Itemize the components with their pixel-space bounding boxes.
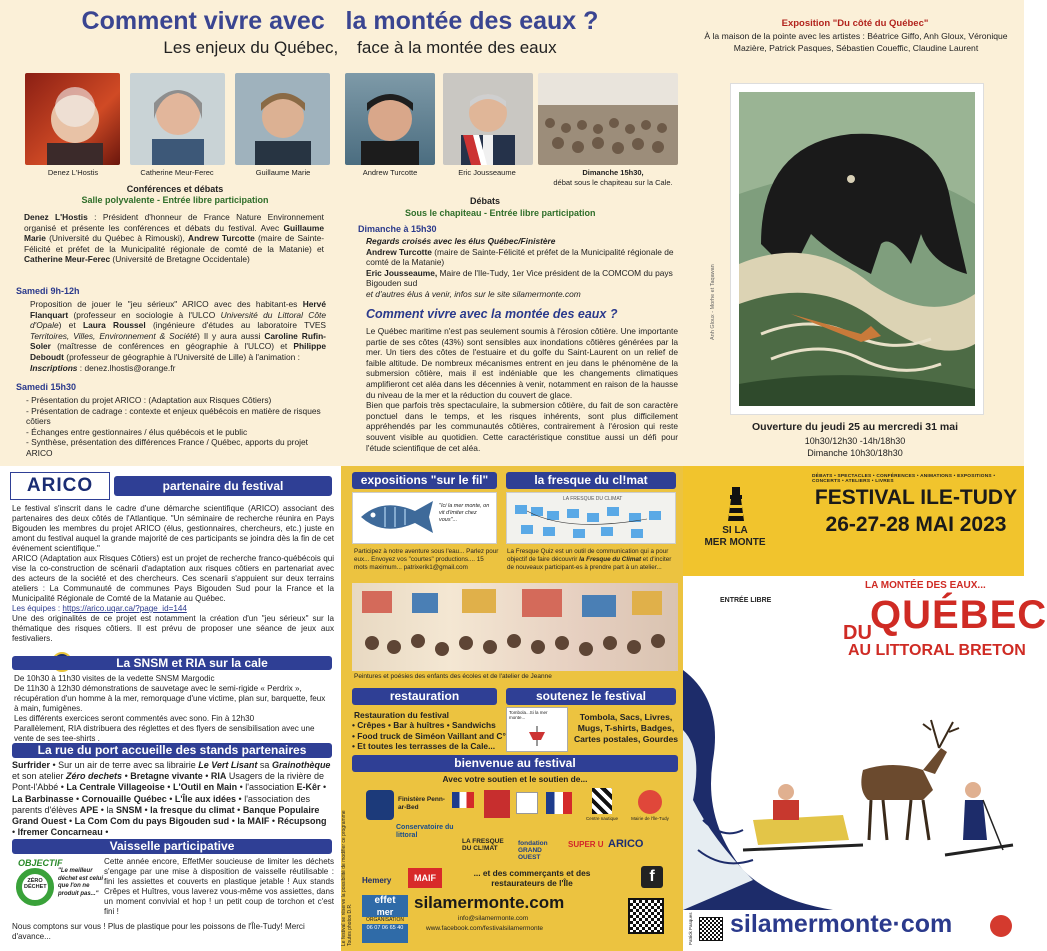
sled-icon [743,784,863,850]
opening-line: Ouverture du jeudi 25 au mercredi 31 mai [752,421,958,433]
sponsor-fondation: fondation GRAND OUEST [518,840,548,861]
portrait-guillaume [235,73,330,165]
arico-logo-text: ARICO [26,475,94,496]
fresque-text: La Fresque Quiz est un outil de communication qui a pour objectif de faire découvrir la Fresque du Climat et d'inciter de nouveaux participant-es à prendre part à un atelier... [507,548,672,571]
vaisselle-title: Vaisselle participative [12,839,332,854]
commercants-line: ... et des commerçants et des restaurateurs de l'Île [473,868,591,888]
logo-line1: SI LA [722,525,748,536]
soutenez-title: soutenez le festival [506,688,676,705]
sponsor-logos [356,788,678,868]
portrait-catherine [130,73,225,165]
fish-icon [353,493,443,541]
montee-line: LA MONTÉE DES EAUX... [865,580,986,591]
vaisselle-end: Nous comptons sur vous ! Plus de plastique pour les poissons de l'Île-Tudy! Merci d'avance... [12,922,305,941]
sat2-list [26,395,326,459]
sat2-item: - Présentation du projet ARICO : (Adaptation aux Risques Côtiers) [26,395,272,405]
cv-heading: Comment vivre avec la montée des eaux ? [366,307,618,321]
sat2-item: - Présentation de cadrage : contexte et enjeux québécois en matière de risques côtiers [26,405,321,427]
tombola-ticket: Tombola...Si la mer monte... [506,707,568,752]
sat1-text: Proposition de jouer le "jeu sérieux" ARICO avec des habitant-es Hervé Flanquart (professeur en sociologie à l'ULCO Université du Littoral Côte d'Opale) et Laura Roussel (ingénieure d'études au laboratoire TVES Territoires, Villes, Environnement & Société) Il y aura aussi Caroline Rufin-Soler (maîtresse de conférences en géographie à l'ULCO) et Philippe Deboudt (professeur de géographie à l'Université de Lille) à l'animation : Inscriptions : denez.lhostis@orange.fr [30,299,327,373]
festival-name: FESTIVAL ILE-TUDY [814,486,1018,509]
caption-eric: Eric Jousseaume [458,168,516,177]
portrait-eric [443,73,533,165]
crowd-caption-1: Dimanche 15h30, [582,168,644,177]
side-note: Le festival se réserve la possibilité de modifier ce programme Toutes photos D.R. [341,810,353,946]
quebec-word: QUÉBEC [870,593,1047,637]
fresque-board [506,492,676,544]
debats-subheading: Sous le chapiteau - Entrée libre participation [405,208,596,218]
sponsor-logo [366,790,394,820]
sponsor-littoral: Conservatoire du littoral [396,824,454,839]
lighthouse-icon [718,483,754,523]
opening-hours: 10h30/12h30 -14h/18h30 [804,436,906,446]
sponsor-logo [592,788,612,814]
sponsor-maif: MAIF [408,868,442,888]
snsm-text: De 10h30 à 11h30 visites de la vedette SNSM Margodic De 11h30 à 12h30 démonstrations de sauvetage avec le semi-rigide « Perdrix », récupération d'un homme à la mer, remorquage d'une victime, plan sur, barquette, feux à main, fumigènes. Les différents exercices seront commentés avec sono. Fin à 12h30 Parallèlement, RIA distribuera des réglettes et des flyers de sensibilisation avec une vente de ses tee-shirts . [14,674,326,743]
snsm-title: La SNSM et RIA sur la cale [12,656,332,670]
arico-logo [10,472,110,500]
entree-libre: ENTRÉE LIBRE [720,597,772,604]
sat1-heading: Samedi 9h-12h [16,286,80,296]
caption-andrew: Andrew Turcotte [362,168,418,177]
skier-icon [945,782,1013,855]
poster-topline: DÉBATS • SPECTACLES • CONFÉRENCES • ANIMATIONS • EXPOSITIONS • CONCERTS • ATELIERS • LIVRES [812,474,996,484]
crowd-photo [538,73,678,165]
restauration-title: restauration [352,688,497,705]
portrait-andrew [345,73,435,165]
crowd-caption-2: débat sous le chapiteau sur la Cale. [553,178,673,187]
bienvenue-title: bienvenue au festival [352,755,678,772]
badge-quote: "Le meilleur déchet est celui que l'on ne produit pas..." [58,868,104,897]
arico-link[interactable]: https://arico.uqar.ca/?page_id=144 [62,604,187,613]
resto-heading: Restauration du festival [354,710,449,720]
fresque-board-label: LA FRESQUE DU CLIMAT [563,496,623,502]
caption-catherine: Catherine Meur-Ferec [140,168,214,177]
port-text: Surfrider • Sur un air de terre avec sa librairie Le Vert Lisant sa Grainothèque et son atelier Zéro dechets • Bretagne vivante • RIA Usagers de la rivière de Pont-l'Abbé • La Centrale Villageoise • L'Outil en Main • l'association E-Kêr • La Barbinasse • Cornouaille Québec • L'Île aux idées • l'association des parents d'élèves APE • la SNSM • la fresque du climat • Banque Populaire Grand Ouest • La Com Com du pays Bigouden sud • la MAIF • Récupsong • Ifremer Concarneau • [12,760,331,838]
du-word: DU [843,622,872,644]
poster-logo-icon [990,915,1012,937]
sponsor-hemery: Hemery [362,876,392,885]
fish-card-text: "Ici la mer monte, on vit d'imiter chez vous"... [439,503,490,523]
mid-facebook[interactable]: www.facebook.com/festivalsilamermonte [426,925,544,932]
main-title: Comment vivre avec la montée des eaux ? [81,7,599,35]
poster-qr-icon [699,917,723,941]
sponsor-arico: ARICO [608,838,644,850]
fresque-title: la fresque du cl!mat [506,472,676,489]
facebook-icon[interactable]: f [641,866,663,888]
reindeer-icon [861,720,959,840]
sponsor-mairie: Mairie de l'Île-Tudy [631,816,669,821]
effetmer-logo: effet mer ORGANISATION 06 07 06 65 40 [362,895,408,943]
sponsor-finistere: Finistère Penn-ar-Bed [398,796,445,811]
main-subtitle: Les enjeux du Québec, face à la montée des eaux [163,38,557,57]
mid-email[interactable]: info@silamermonte.com [458,915,529,922]
sat2-item: - Échanges entre gestionnaires / élus québécois et le public [26,426,248,437]
expo-title: Exposition "Du côté du Québec" [781,18,929,29]
sat2-item: - Synthèse, présentation des différences France / Québec, apports du projet ARICO [26,437,308,458]
conf-intro: Denez L'Hostis : Président d'honneur de France Nature Environnement organisé et présente les conférences et débats du festival. Avec Guillaume Marie (Université du Québec à Rimouski), Andrew Turcotte (maire de Sainte-Félicité et préfet de la Municipalité régionale de comté de la Matanie) et Catherine Meur-Ferec (Université de Bretagne Occidentale) [24,212,325,265]
resto-list: • Crêpes • Bar à huîtres • Sandwichs • Food truck de Siméon Vaillant and C° • Et toutes les terrasses de la Cale... [352,720,506,751]
sunday-text: Regards croisés avec les élus Québec/Finistère Andrew Turcotte (maire de Sainte-Félicité et préfet de la Municipalité régionale de comté de la Matanie) Eric Jousseaume, Maire de l'Ile-Tudy, 1er Vice président de la COMCOM du pays Bigouden sud et d'autres élus à venir, infos sur le site silamermonte.com [366,236,674,299]
caption-guillaume: Guillaume Marie [255,168,311,177]
sponsor-centre-nautique: Centre nautique [585,816,619,821]
logo-line2: MER MONTE [704,537,766,548]
sponsor-fresque: LA FRESQUE DU CL!MAT [462,838,504,852]
conf-heading: Conférences et débats [126,184,224,194]
zero-dechet-badge [12,858,102,922]
portrait-denez [25,73,120,165]
tombola-list: Tombola, Sacs, Livres, Mugs, T-shirts, Badges, Cartes postales, Gourdes [573,712,679,744]
badge-top: OBJECTIF [18,858,63,868]
cv-text: Le Québec maritime n'est pas seulement soumis à l'érosion côtière. Une importante partie de ses côtes (43%) sont sensibles aux inondations côtières générées par la mer. Un tiers des côtes de l'estuaire et du golfe du Saint-Laurent on un relief de faible altitude. De nombreux mécanismes entrent en jeu dans le phénomène de la submersion côtière, mais il est indéniable que les changements climatiques amplifieront cet aléa dans les décennies à venir, notamment en raison de la hausse du niveau de la mer et la réduction du couvert de glace. Bien que parfois très spectaculaire, la submersion côtière, du fait de son caractère ponctuel dans le temps, et les risques inhérents, sont plus difficilement appréhendés par les communautés côtières, contrairement à l'érosion qui reste souvent visible au quotidien. Cette caractéristique constitue aussi un défi pour l'étude scientifique de cet aléa. [366,326,678,453]
sat2-heading: Samedi 15h30 [16,382,77,392]
badge-mid: ZÉRO DÉCHET [24,878,47,890]
poster-credit: Patrick Pasques [688,912,693,945]
caption-denez: Denez L'Hostis [47,168,99,177]
arico-text: Le festival s'inscrit dans le cadre d'une démarche scientifique (ARICO) associant des partenaires des deux côtés de l'Atlantique. "Un séminaire de recherche réunira en Pays Bigouden les membres du projet ARICO (élus, gestionnaires, chercheurs, etc.) juste en amont du festival auquel la grande majorité de ces participants se joindra dès la fin de cet événement scientifique." ARICO (Adaptation aux Risques Côtiers) est un projet de recherche franco-québécois qui vise la co-construction de scénarii d'adaptation aux risques côtiers en partenariat avec des acteurs de la société et des chercheurs. Ces scenarii s'appuient sur deux terrains ateliers : La Communauté de communes Pays Bigouden Sud pour la France et la Municipalité Régionale de Comté de la Matanie au Québec. Les équipes : https://arico.uqar.ca/?page_id=144 Une des originalités de ce projet est notamment la création d'un "jeu sérieux" sur la thématique des risques côtiers. Il est prévu de proposer une séance de jeux aux festivaliers. [12,504,334,643]
sponsor-superu: SUPER U [568,840,604,849]
paintings-caption: Peintures et poésies des enfants des écoles et de l'atelier de Jeanne [354,673,552,680]
fish-card [352,492,497,544]
soutien-line: Avec votre soutien et le soutien de... [442,774,588,784]
poster-site[interactable]: silamermonte·com [730,910,953,938]
debats-heading: Débats [470,196,501,206]
port-title: La rue du port accueille des stands partenaires [12,743,332,758]
mid-site[interactable]: silamermonte.com [414,893,565,912]
conf-subheading: Salle polyvalente - Entrée libre participation [81,195,269,205]
sunday-heading: Dimanche à 15h30 [358,224,437,234]
qr-code-icon [628,898,664,934]
arico-title: partenaire du festival [114,476,332,496]
opening-sunday: Dimanche 10h30/18h30 [807,448,903,458]
fil-text: Participez à notre aventure sous l'eau... Parlez pour eux... Envoyez vos "courtes" productions.... 15 mots maximum... patrixerik1@gmail.com [354,548,499,571]
vaisselle-text: Cette année encore, EffetMer soucieuse de limiter les déchets s'engage par une mise à disposition de vaisselle réutilisable : fini les assiettes et couverts en plastique jetable ! Aux stands Crêpes et Huîtres, vous laverez vous-même vos assiettes, dans un moment convivial et hop ! un petit coup de torchon et c'est fini ! [104,857,334,916]
expo-fil-title: expositions "sur le fil" [352,472,497,489]
paintings-photo [352,583,678,671]
sponsor-logo [638,790,662,814]
bear-artwork [730,83,984,415]
poster-illustration [683,640,1024,910]
littoral-line: AU LITTORAL BRETON [848,642,1026,659]
sponsor-logo [452,792,474,808]
sponsor-logo [516,792,538,814]
art-credit: Anh Gloux - Morhe et Taqawan [710,264,716,340]
sponsor-logo [484,790,510,818]
sponsor-logo [546,792,572,814]
festival-dates: 26-27-28 MAI 2023 [825,513,1007,536]
expo-artists: À la maison de la pointe avec les artistes : Béatrice Giffo, Anh Gloux, Véronique Mazière, Patrick Pasques, Sébastien Coueffic, Claudine Laurent [704,31,1008,53]
